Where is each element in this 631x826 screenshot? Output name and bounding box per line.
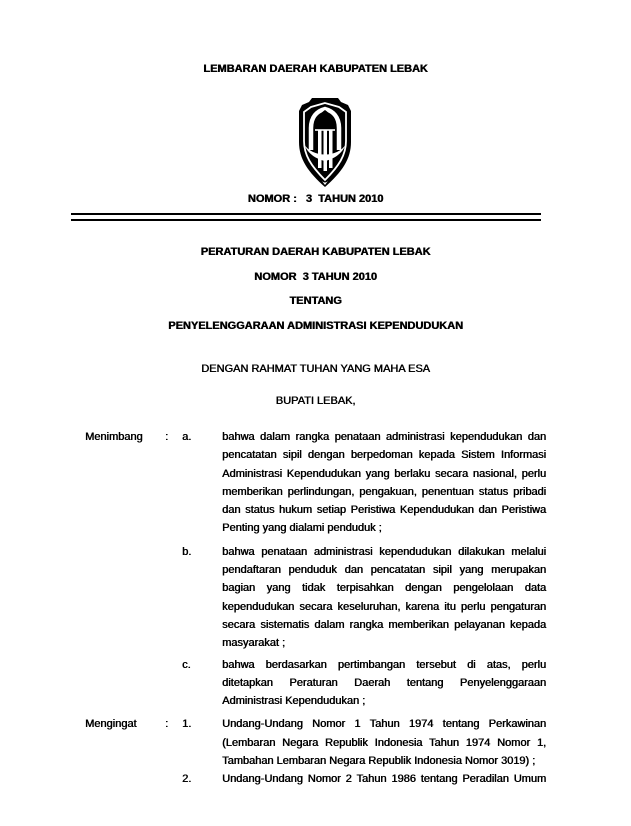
invocation: DENGAN RAHMAT TUHAN YANG MAHA ESA	[201, 363, 430, 375]
considerations-section	[85, 428, 546, 789]
item-text: bahwa berdasarkan pertimbangan tersebut di atas, perlu ditetapkan Peraturan Daerah tentang Penyelenggaraan Administrasi Kependudukan ;	[222, 658, 546, 708]
item-text: Undang-Undang Nomor 1 Tahun 1974 tentang Perkawinan (Lembaran Negara Republik Indonesia Tahun 1974 Nomor 1, Tambahan Lembaran Negara Republik Indonesia Nomor 3019) ;	[222, 718, 546, 768]
item-marker: 1.	[182, 718, 192, 731]
item-marker: 2.	[182, 773, 192, 786]
menimbang-group	[85, 428, 546, 710]
regulation-subject: PENYELENGGARAAN ADMINISTRASI KEPENDUDUKAN	[168, 319, 463, 332]
regulation-title: PERATURAN DAERAH KABUPATEN LEBAK	[200, 246, 431, 258]
enacting-official: BUPATI LEBAK,	[275, 395, 356, 407]
mengingat-item-2	[182, 770, 546, 788]
mengingat-group	[85, 715, 546, 788]
menimbang-item-a	[182, 428, 546, 538]
mengingat-item-1	[182, 715, 546, 770]
divider-rule	[71, 213, 541, 221]
regulation-title-block	[0, 240, 631, 338]
gazette-title: LEMBARAN DAERAH KABUPATEN LEBAK	[203, 63, 428, 75]
item-text: Undang-Undang Nomor 2 Tahun 1986 tentang Peradilan Umum	[222, 773, 546, 786]
tentang-label: TENTANG	[289, 295, 342, 307]
item-text: bahwa penataan administrasi kependudukan dilakukan melalui pendaftaran penduduk dan pencatatan sipil yang merupakan bagian yang tidak terpisahkan dengan pengelolaan data kependudukan secara keseluruhan, karena itu perlu pengaturan secara sistematis dalam rangka memberikan pelayanan kepada masyarakat ;	[222, 545, 546, 650]
regulation-number: NOMOR 3 TAHUN 2010	[254, 270, 377, 283]
item-marker: a.	[182, 431, 192, 443]
item-marker: b.	[182, 545, 192, 558]
gazette-number: NOMOR : 3 TAHUN 2010	[247, 193, 384, 205]
lebak-emblem-icon	[292, 96, 358, 188]
menimbang-colon: :	[165, 431, 169, 443]
item-text: bahwa dalam rangka penataan administrasi kependudukan dan pencatatan sipil dengan berpedoman kepada Sistem Informasi Administrasi Kependudukan yang berlaku secara nasional, perlu memberikan perlindungan, pengakuan, penentuan status pribadi dan status hukum setiap Peristiwa Kependudukan dan Peristiwa Penting yang dialami penduduk ;	[222, 431, 546, 535]
mengingat-colon: :	[165, 718, 169, 731]
item-marker: c.	[182, 658, 191, 671]
menimbang-item-c	[182, 656, 546, 711]
menimbang-label: Menimbang	[85, 431, 143, 443]
menimbang-item-b	[182, 543, 546, 653]
mengingat-label: Mengingat	[85, 718, 137, 731]
